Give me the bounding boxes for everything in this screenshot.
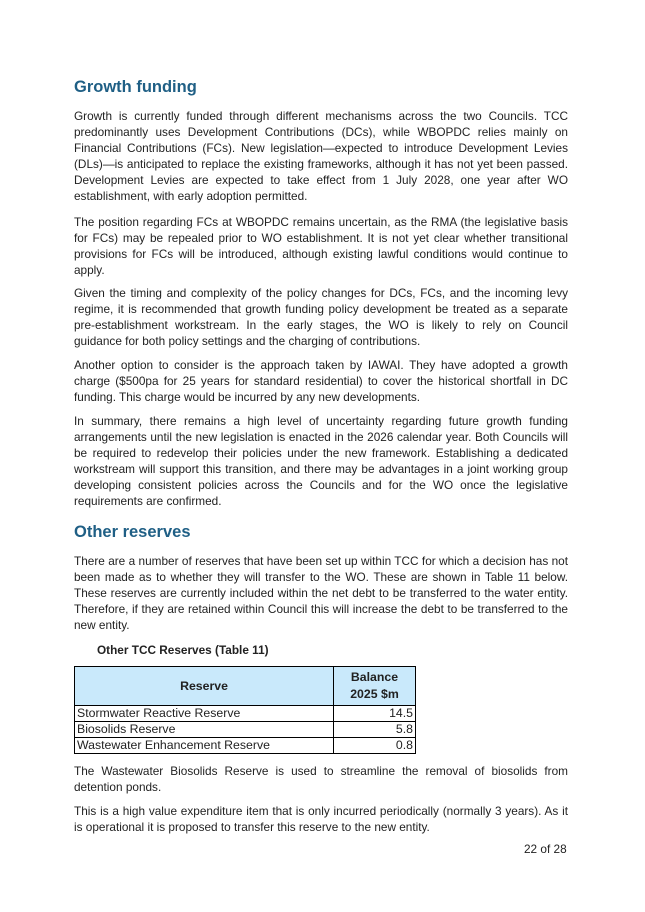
paragraph: In summary, there remains a high level of uncertainty regarding future growth funding arrangements until the new legislation is enacted in the 2026 calendar year. Both Councils will be required to redevelop their policies under the new framework. Establishing a dedicated workstream will support this transition, and there may be advantages in a joint working group developing consistent policies across the Councils and for the WO once the legislative requirements are confirmed. [74,414,568,509]
table-header-row [75,667,416,706]
page-number: 22 of 28 [524,842,567,856]
paragraph: Given the timing and complexity of the policy changes for DCs, FCs, and the incoming levy regime, it is recommended that growth funding policy development be treated as a separate pre-establishment workstream. In the early stages, the WO is likely to rely on Council guidance for both policy settings and the charging of contributions. [74,286,568,349]
balance-cell: 0.8 [334,738,416,754]
section-heading-growth-funding: Growth funding [74,78,197,96]
balance-cell: 14.5 [334,706,416,722]
paragraph: This is a high value expenditure item that is only incurred periodically (normally 3 years). As it is operational it is proposed to transfer this reserve to the new entity. [74,804,568,835]
table-row [75,706,416,722]
reserves-table [74,666,416,754]
table-caption: Other TCC Reserves (Table 11) [97,643,269,657]
paragraph: Another option to consider is the approach taken by IAWAI. They have adopted a growth charge ($500pa for 25 years for standard residential) to cover the historical shortfall in DC funding. This charge would be incurred by any new developments. [74,358,568,405]
table-row [75,738,416,754]
column-header-balance [334,667,416,706]
paragraph: The position regarding FCs at WBOPDC remains uncertain, as the RMA (the legislative basis for FCs) may be repealed prior to WO establishment. It is not yet clear whether transitional provisions for FCs will be introduced, although existing lawful conditions would continue to apply. [74,215,568,278]
reserve-cell: Biosolids Reserve [75,722,334,738]
balance-header-line2: 2025 $m [350,687,399,701]
balance-cell: 5.8 [334,722,416,738]
reserve-cell: Wastewater Enhancement Reserve [75,738,334,754]
paragraph: The Wastewater Biosolids Reserve is used to streamline the removal of biosolids from detention ponds. [74,764,568,795]
reserve-cell: Stormwater Reactive Reserve [75,706,334,722]
table-row [75,722,416,738]
paragraph: There are a number of reserves that have been set up within TCC for which a decision has not been made as to whether they will transfer to the WO. These are shown in Table 11 below. These reserves are currently included within the net debt to be transferred to the water entity. Therefore, if they are retained within Council this will increase the debt to be transferred to the new entity. [74,554,568,633]
balance-header-line1: Balance [350,670,399,684]
section-heading-other-reserves: Other reserves [74,523,191,541]
paragraph: Growth is currently funded through different mechanisms across the two Councils. TCC predominantly uses Development Contributions (DCs), while WBOPDC relies mainly on Financial Contributions (FCs). New legislation—expected to introduce Development Levies (DLs)—is anticipated to replace the existing frameworks, although it has not yet been passed. Development Levies are expected to take effect from 1 July 2028, one year after WO establishment, with early adoption permitted. [74,109,568,204]
column-header-reserve: Reserve [75,667,334,706]
